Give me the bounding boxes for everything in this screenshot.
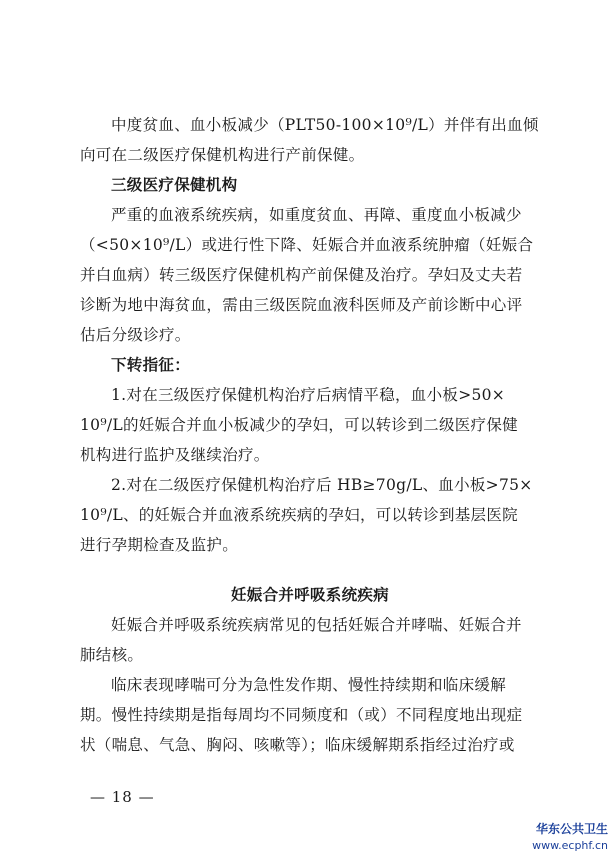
section-heading-tertiary bbox=[80, 170, 540, 200]
paragraph-referral-1 bbox=[80, 380, 540, 470]
text-line: 进行孕期检查及监护。 bbox=[80, 536, 239, 554]
heading-tertiary-care: 三级医疗保健机构 bbox=[111, 175, 238, 194]
text-line: 临床表现哮喘可分为急性发作期、慢性持续期和临床缓解 bbox=[111, 676, 507, 694]
section-title: 妊娠合并呼吸系统疾病 bbox=[230, 585, 389, 604]
paragraph-respiratory-intro bbox=[80, 610, 540, 670]
text-line: 状（喘息、气急、胸闷、咳嗽等）；临床缓解期系指经过治疗或 bbox=[80, 736, 515, 754]
text-line: 诊断为地中海贫血，需由三级医院血液科医师及产前诊断中心评 bbox=[80, 296, 523, 314]
paragraph-anemia-secondary bbox=[80, 110, 540, 170]
text-line: 10⁹/L、的妊娠合并血液系统疾病的孕妇，可以转诊到基层医院 bbox=[80, 506, 518, 524]
section-title-respiratory bbox=[80, 580, 540, 610]
text-line: 向可在二级医疗保健机构进行产前保健。 bbox=[80, 146, 365, 164]
paragraph-tertiary-care bbox=[80, 200, 540, 350]
paragraph-asthma-clinical bbox=[80, 670, 540, 760]
text-line: （<50×10⁹/L）或进行性下降、妊娠合并血液系统肿瘤（妊娠合 bbox=[80, 236, 534, 254]
paragraph-referral-2 bbox=[80, 470, 540, 560]
text-line: 肺结核。 bbox=[80, 646, 144, 664]
text-line: 期。慢性持续期是指每周均不同频度和（或）不同程度地出现症 bbox=[80, 706, 523, 724]
text-line: 并白血病）转三级医疗保健机构产前保健及治疗。孕妇及丈夫若 bbox=[80, 266, 523, 284]
heading-downward-referral: 下转指征： bbox=[111, 355, 191, 374]
watermark-title: 华东公共卫生 bbox=[535, 822, 608, 836]
text-line: 严重的血液系统疾病，如重度贫血、再障、重度血小板减少 bbox=[111, 206, 522, 224]
page-number: — 18 — bbox=[90, 788, 155, 806]
watermark-url: www.ecphf.cn bbox=[532, 839, 608, 852]
text-line: 10⁹/L的妊娠合并血小板减少的孕妇，可以转诊到二级医疗保健 bbox=[80, 416, 518, 434]
text-line: 2.对在二级医疗保健机构治疗后 HB≥70g/L、血小板>75× bbox=[111, 476, 533, 494]
text-line: 机构进行监护及继续治疗。 bbox=[80, 446, 270, 464]
text-line: 1.对在三级医疗保健机构治疗后病情平稳，血小板>50× bbox=[111, 386, 506, 404]
text-line: 估后分级诊疗。 bbox=[80, 326, 191, 344]
text-line: 中度贫血、血小板减少（PLT50-100×10⁹/L）并伴有出血倾 bbox=[111, 116, 539, 134]
text-line: 妊娠合并呼吸系统疾病常见的包括妊娠合并哮喘、妊娠合并 bbox=[111, 616, 522, 634]
section-heading-downward-referral bbox=[80, 350, 540, 380]
site-watermark bbox=[532, 820, 608, 854]
